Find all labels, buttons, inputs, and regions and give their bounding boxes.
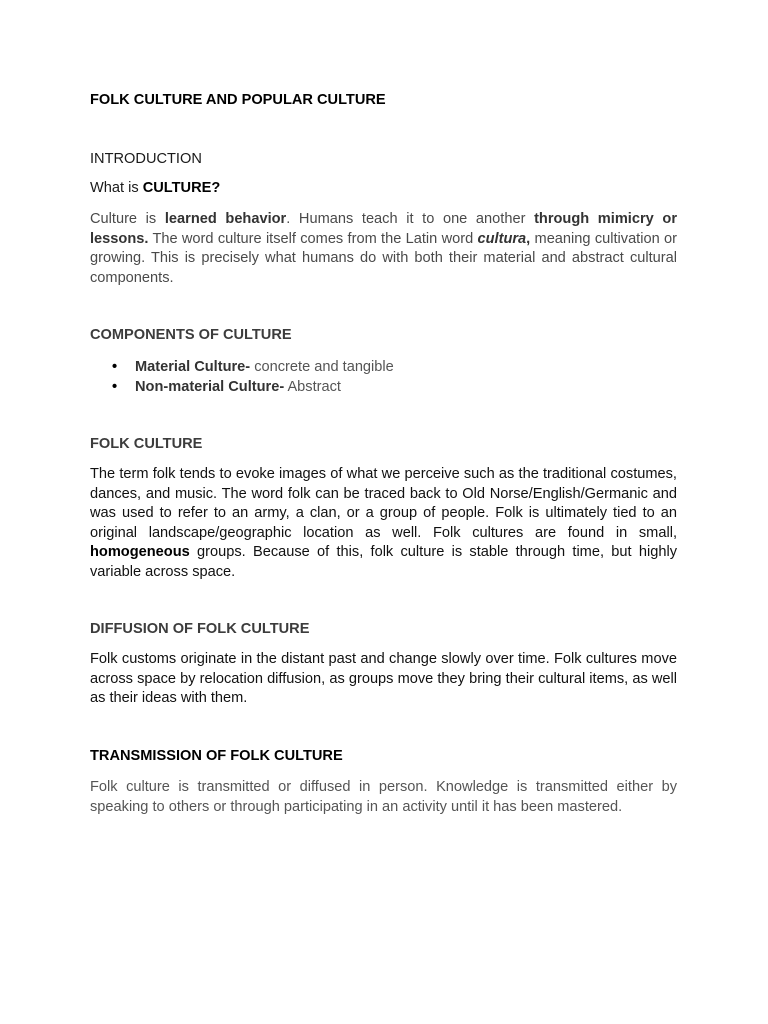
transmission-heading: TRANSMISSION OF FOLK CULTURE (90, 748, 343, 764)
what-is-prefix: What is (90, 180, 143, 196)
culture-paragraph (90, 210, 677, 288)
culture-bold-italic: cultura (477, 230, 527, 247)
components-heading: COMPONENTS OF CULTURE (90, 327, 292, 343)
folk-text-2: groups. Because of this, folk culture is stable through time, but highly variable across space. (90, 544, 677, 580)
list-item-bold: Non-material Culture- (135, 379, 285, 395)
folk-culture-heading: FOLK CULTURE (90, 436, 203, 452)
list-item-text: Abstract (284, 379, 341, 395)
culture-text-1: Culture is (90, 211, 165, 227)
components-list (90, 357, 677, 397)
list-item-text: concrete and tangible (250, 359, 394, 375)
what-is-culture-question (90, 180, 677, 196)
list-item (90, 357, 677, 377)
what-is-bold: CULTURE? (142, 180, 221, 196)
document-title: FOLK CULTURE AND POPULAR CULTURE (90, 92, 386, 108)
diffusion-paragraph: Folk customs originate in the distant past and change slowly over time. Folk cultures move across space by relocation diffusion, as groups move they bring their cultural items, as well as their ideas with them. (90, 651, 677, 706)
folk-bold-1: homogeneous (90, 544, 190, 560)
culture-text-4: meaning cultivation or growing. This is precisely what humans do with both their material and abstract cultural components. (90, 230, 677, 286)
culture-text-3: The word culture itself comes from the Latin word (148, 230, 478, 247)
introduction-heading: INTRODUCTION (90, 151, 202, 167)
culture-bold-3: , (526, 230, 531, 247)
culture-bold-1: learned behavior (164, 211, 287, 227)
list-item (90, 377, 677, 397)
bullet-icon: • (112, 379, 118, 395)
transmission-paragraph: Folk culture is transmitted or diffused in person. Knowledge is transmitted either by speaking to others or through participating in an activity until it has been mastered. (90, 779, 677, 815)
list-item-bold: Material Culture- (135, 359, 251, 375)
diffusion-heading: DIFFUSION OF FOLK CULTURE (90, 621, 310, 637)
culture-text-2: . Humans teach it to one another (286, 211, 535, 227)
bullet-icon: • (112, 359, 118, 375)
culture-bold-2: through mimicry or lessons. (90, 211, 678, 247)
folk-text-1: The term folk tends to evoke images of what we perceive such as the traditional costumes, dances, and music. The word folk can be traced back to Old Norse/English/Germanic and was used to refer to an army, a clan, or a group of people. Folk is ultimately tied to an original landscape/geographic location as well. Folk cultures are found in small, (90, 466, 677, 541)
folk-culture-paragraph (90, 465, 677, 582)
